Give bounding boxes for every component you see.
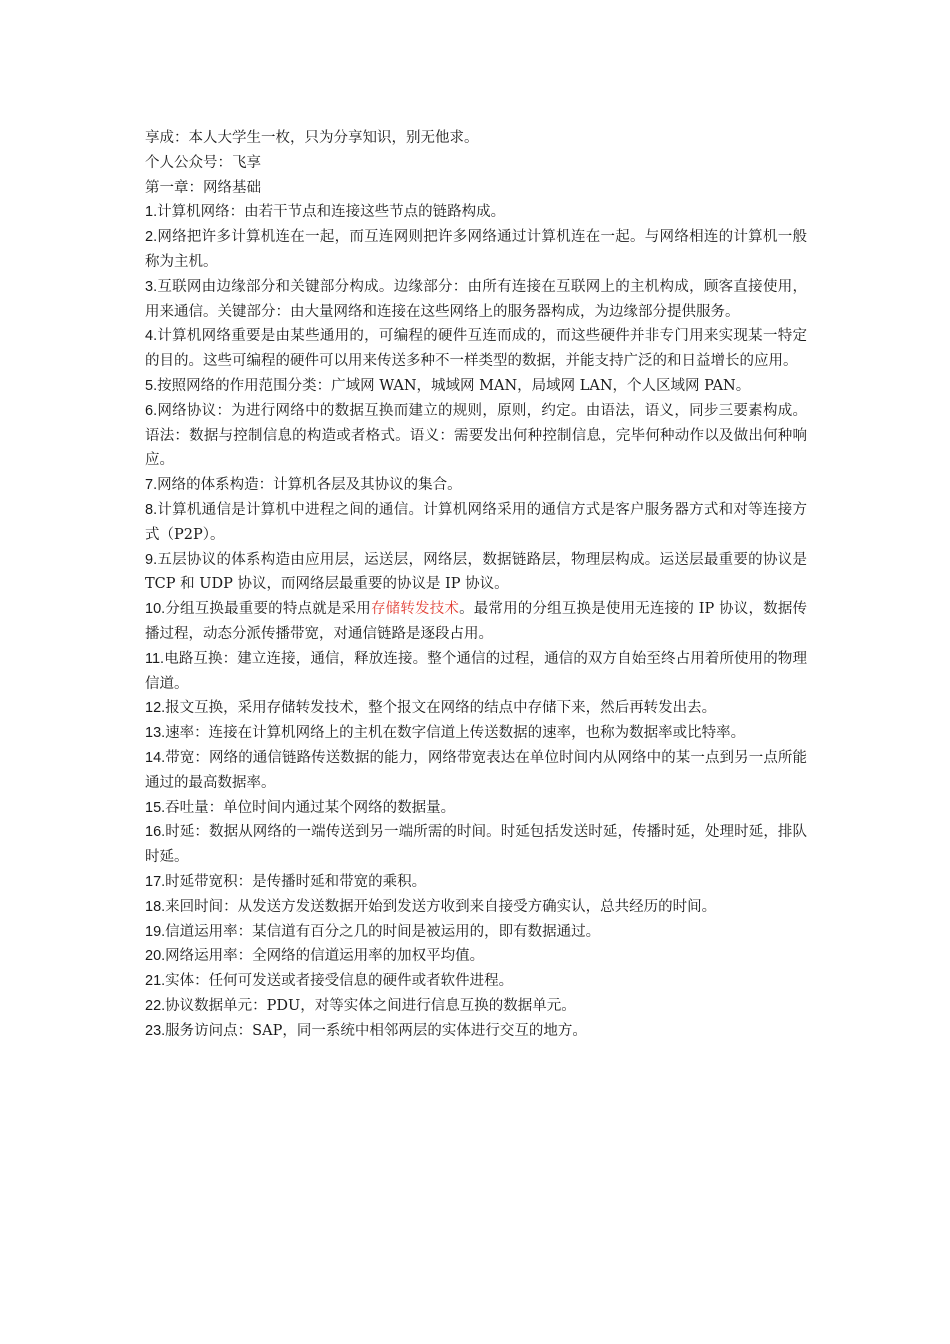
list-item bbox=[145, 820, 807, 870]
list-item bbox=[145, 548, 807, 598]
item-text: 按照网络的作用范围分类：广域网 WAN，城域网 MAN，局域网 LAN，个人区域网 PAN。 bbox=[157, 377, 751, 394]
item-number: 15. bbox=[145, 799, 166, 816]
public-account-line: 个人公众号：飞享 bbox=[145, 154, 261, 171]
list-item bbox=[145, 1019, 807, 1044]
item-text: 吞吐量：单位时间内通过某个网络的数据量。 bbox=[165, 799, 456, 816]
list-item bbox=[145, 969, 807, 994]
item-text-after: 。最常用的分组互换是使用无连接的 IP 协议，数据传播过程，动态分派传播带宽，对通信链路是逐段占用。 bbox=[145, 601, 808, 642]
item-number: 18. bbox=[145, 898, 166, 915]
item-text: 时延带宽积：是传播时延和带宽的乘积。 bbox=[165, 873, 427, 890]
item-text: 时延：数据从网络的一端传送到另一端所需的时间。时延包括发送时延，传播时延，处理时延，排队时延。 bbox=[145, 824, 807, 866]
item-text: 计算机网络：由若干节点和连接这些节点的链路构成。 bbox=[157, 204, 506, 221]
list-item bbox=[145, 944, 807, 969]
list-item bbox=[145, 275, 807, 325]
item-text-before: 分组互换最重要的特点就是采用 bbox=[165, 601, 371, 618]
item-number: 22. bbox=[145, 997, 166, 1014]
item-text: 计算机网络重要是由某些通用的，可编程的硬件互连而成的，而这些硬件并非专门用来实现某一特定的目的。这些可编程的硬件可以用来传送多种不一样类型的数据，并能支持广泛的和日益增长的应用。 bbox=[145, 328, 807, 370]
item-text: 速率：连接在计算机网络上的主机在数字信道上传送数据的速率，也称为数据率或比特率。 bbox=[165, 725, 746, 742]
list-item bbox=[145, 796, 807, 821]
item-number: 7. bbox=[145, 477, 158, 494]
list-item bbox=[145, 498, 807, 548]
list-item bbox=[145, 647, 807, 697]
item-text: 协议数据单元：PDU，对等实体之间进行信息互换的数据单元。 bbox=[165, 997, 576, 1014]
item-text: 网络的体系构造：计算机各层及其协议的集合。 bbox=[157, 477, 462, 494]
list-item bbox=[145, 870, 807, 895]
item-text: 网络把许多计算机连在一起，而互连网则把许多网络通过计算机连在一起。与网络相连的计算机一般称为主机。 bbox=[145, 229, 807, 270]
item-number: 17. bbox=[145, 873, 166, 890]
list-item bbox=[145, 746, 807, 796]
item-text: 互联网由边缘部分和关键部分构成。边缘部分：由所有连接在互联网上的主机构成，顾客直接使用，用来通信。关键部分：由大量网络和连接在这些网络上的服务器构成，为边缘部分提供服务。 bbox=[145, 278, 807, 320]
item-number: 10. bbox=[145, 601, 166, 618]
list-item bbox=[145, 473, 807, 498]
item-text: 网络协议：为进行网络中的数据互换而建立的规则，原则，约定。由语法，语义，同步三要素构成。语法：数据与控制信息的构造或者格式。语义：需要发出何种控制信息，完毕何种动作以及做出何种响应。 bbox=[145, 402, 807, 469]
item-number: 6. bbox=[145, 402, 158, 419]
item-text: 实体：任何可发送或者接受信息的硬件或者软件进程。 bbox=[165, 973, 514, 990]
item-number: 9. bbox=[145, 551, 158, 568]
item-number: 1. bbox=[145, 204, 158, 221]
list-item bbox=[145, 920, 807, 945]
list-item bbox=[145, 895, 807, 920]
highlighted-term: 存储转发技术 bbox=[370, 601, 460, 618]
item-number: 21. bbox=[145, 973, 166, 990]
document-body bbox=[145, 126, 807, 1043]
list-item bbox=[145, 374, 807, 399]
list-item bbox=[145, 696, 807, 721]
intro-line: 享成：本人大学生一枚，只为分享知识，别无他求。 bbox=[145, 130, 479, 146]
list-item bbox=[145, 399, 807, 473]
list-item bbox=[145, 324, 807, 374]
item-number: 8. bbox=[145, 501, 158, 518]
item-text: 网络运用率：全网络的信道运用率的加权平均值。 bbox=[165, 948, 485, 965]
list-item bbox=[145, 200, 807, 225]
item-text: 电路互换：建立连接，通信，释放连接。整个通信的过程，通信的双方自始至终占用着所使用的物理信道。 bbox=[145, 650, 807, 692]
item-number: 3. bbox=[145, 278, 158, 295]
list-item bbox=[145, 721, 807, 746]
item-number: 2. bbox=[145, 229, 158, 246]
item-text: 五层协议的体系构造由应用层，运送层，网络层，数据链路层，物理层构成。运送层最重要的协议是 TCP 和 UDP 协议，而网络层最重要的协议是 IP 协议。 bbox=[145, 551, 807, 593]
item-text: 来回时间：从发送方发送数据开始到发送方收到来自接受方确实认，总共经历的时间。 bbox=[165, 898, 717, 915]
chapter-title: 第一章：网络基础 bbox=[145, 179, 261, 196]
item-text: 报文互换，采用存储转发技术，整个报文在网络的结点中存储下来，然后再转发出去。 bbox=[165, 700, 717, 717]
item-number: 14. bbox=[145, 749, 166, 766]
item-number: 13. bbox=[145, 725, 166, 742]
item-number: 19. bbox=[145, 923, 166, 940]
item-text: 信道运用率：某信道有百分之几的时间是被运用的，即有数据通过。 bbox=[165, 923, 601, 940]
item-text: 计算机通信是计算机中进程之间的通信。计算机网络采用的通信方式是客户服务器方式和对等连接方式（P2P）。 bbox=[145, 501, 807, 543]
item-text: 带宽：网络的通信链路传送数据的能力，网络带宽表达在单位时间内从网络中的某一点到另一点所能通过的最高数据率。 bbox=[145, 749, 807, 791]
item-number: 12. bbox=[145, 700, 166, 717]
list-item bbox=[145, 225, 807, 275]
item-number: 16. bbox=[145, 824, 166, 841]
item-number: 5. bbox=[145, 377, 158, 394]
item-number: 4. bbox=[145, 328, 158, 345]
list-item bbox=[145, 994, 807, 1019]
item-number: 23. bbox=[145, 1022, 166, 1039]
list-item bbox=[145, 597, 807, 647]
item-number: 11. bbox=[145, 650, 165, 667]
item-text: 服务访问点：SAP，同一系统中相邻两层的实体进行交互的地方。 bbox=[165, 1022, 587, 1039]
item-number: 20. bbox=[145, 948, 166, 965]
